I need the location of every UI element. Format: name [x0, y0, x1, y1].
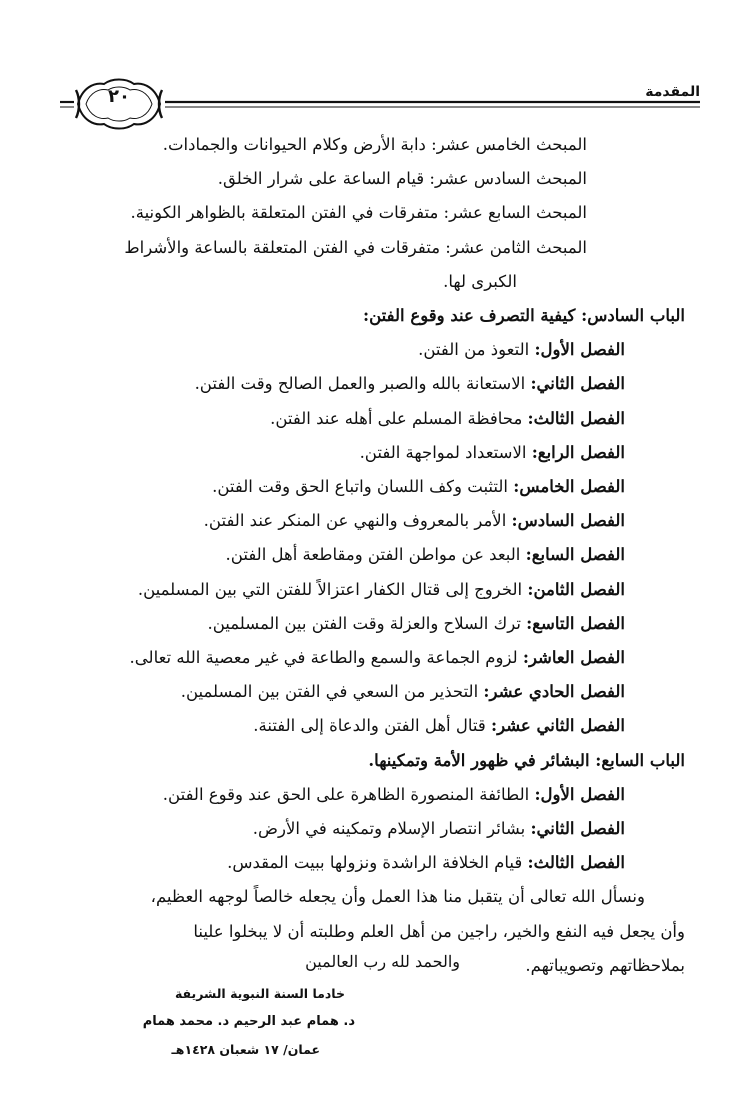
text-line: الكبرى لها.: [443, 271, 517, 291]
signature-title: خادما السنة النبوية الشريفة: [174, 986, 345, 1001]
running-header: [60, 70, 700, 130]
section-line: الفصل الأول: الطائفة المنصورة الظاهرة على الحق عند وقوع الفتن.: [162, 784, 625, 804]
closing-praise: والحمد لله رب العالمين: [305, 952, 460, 971]
text-line: المبحث الثامن عشر: متفرقات في الفتن المتعلقة بالساعة والأشراط: [124, 237, 587, 257]
paragraph-line: بملاحظاتهم وتصويباتهم.: [525, 955, 685, 975]
paragraph-line: وأن يجعل فيه النفع والخير، راجين من أهل العلم وطلبته أن لا يبخلوا علينا: [193, 921, 685, 941]
text-line: المبحث السادس عشر: قيام الساعة على شرار الخلق.: [217, 169, 587, 189]
chapter-heading: الباب السادس: كيفية التصرف عند وقوع الفتن:: [363, 306, 685, 326]
running-title: المقدمة: [645, 84, 700, 100]
header-ornament: [60, 70, 700, 130]
section-line: الفصل السابع: البعد عن مواطن الفتن ومقاطعة أهل الفتن.: [225, 545, 625, 565]
section-line: الفصل الثامن: الخروج إلى قتال الكفار اعتزالاً للفتن التي بين المسلمين.: [137, 579, 625, 599]
section-line: الفصل الثاني: بشائر انتصار الإسلام وتمكينه في الأرض.: [252, 819, 625, 839]
text-line: المبحث الخامس عشر: دابة الأرض وكلام الحيوانات والجمادات.: [162, 135, 587, 154]
page-body: [70, 128, 685, 983]
place-date: عمان/ ١٧ شعبان ١٤٢٨هـ: [171, 1042, 320, 1057]
text-line: المبحث السابع عشر: متفرقات في الفتن المتعلقة بالظواهر الكونية.: [130, 203, 587, 223]
section-line: الفصل التاسع: ترك السلاح والعزلة وقت الفتن بين المسلمين.: [207, 613, 625, 633]
section-line: الفصل العاشر: لزوم الجماعة والسمع والطاعة في غير معصية الله تعالى.: [129, 648, 625, 668]
section-line: الفصل الثاني عشر: قتال أهل الفتن والدعاة إلى الفتنة.: [253, 716, 625, 736]
section-line: الفصل الرابع: الاستعداد لمواجهة الفتن.: [359, 442, 625, 462]
section-line: الفصل الثاني: الاستعانة بالله والصبر والعمل الصالح وقت الفتن.: [194, 374, 625, 394]
page-number: ٢٠: [108, 86, 130, 107]
section-line: الفصل الخامس: التثبت وكف اللسان واتباع الحق وقت الفتن.: [212, 477, 625, 497]
section-line: الفصل السادس: الأمر بالمعروف والنهي عن المنكر عند الفتن.: [203, 511, 625, 531]
chapter-heading: الباب السابع: البشائر في ظهور الأمة وتمكينها.: [368, 750, 685, 770]
section-line: الفصل الحادي عشر: التحذير من السعي في الفتن بين المسلمين.: [180, 682, 625, 702]
section-line: الفصل الثالث: محافظة المسلم على أهله عند الفتن.: [270, 408, 625, 428]
author-names: د. همام عبد الرحيم د. محمد همام: [142, 1014, 355, 1029]
section-line: الفصل الثالث: قيام الخلافة الراشدة ونزولها ببيت المقدس.: [227, 853, 625, 873]
paragraph-line: ونسأل الله تعالى أن يتقبل منا هذا العمل وأن يجعله خالصاً لوجهه العظيم،: [150, 887, 645, 907]
section-line: الفصل الأول: التعوذ من الفتن.: [418, 340, 625, 360]
